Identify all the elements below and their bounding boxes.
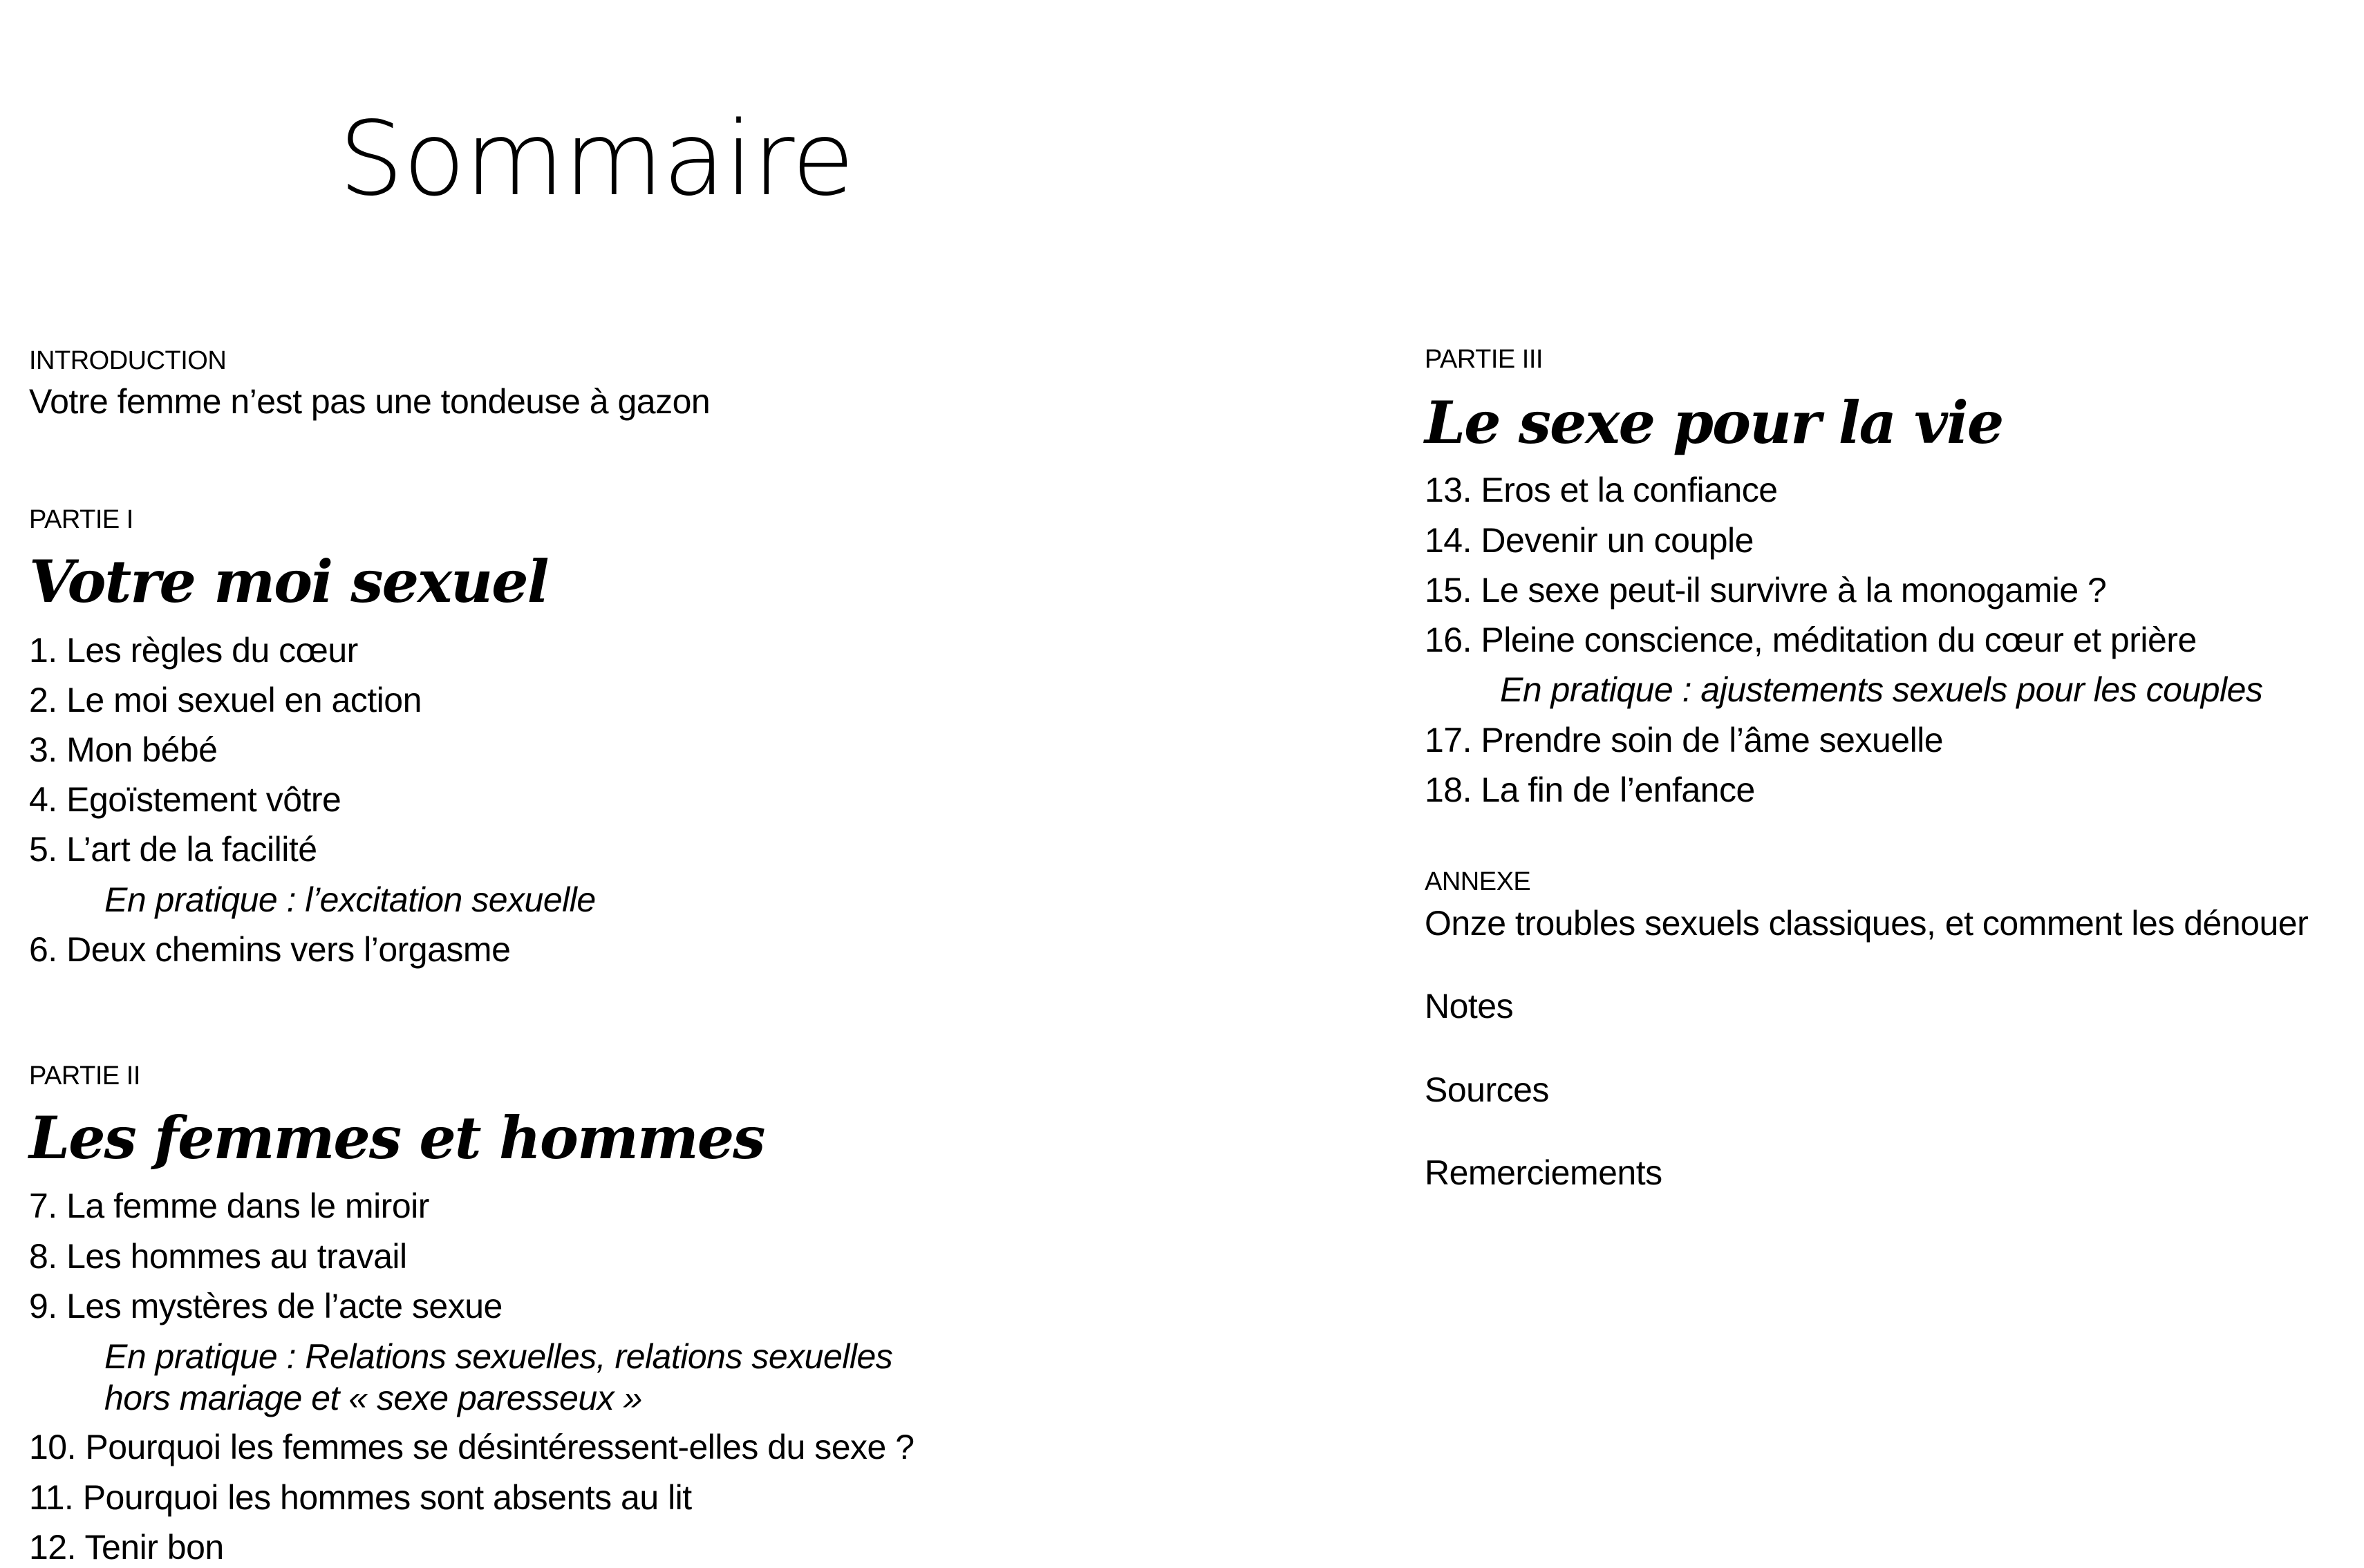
toc-entry-chapter[interactable]: 11. Pourquoi les hommes sont absents au lit: [29, 1478, 692, 1517]
toc-entry-chapter[interactable]: 14. Devenir un couple: [1425, 521, 1754, 560]
toc-entry-chapter[interactable]: 16. Pleine conscience, méditation du cœur et prière: [1425, 621, 2197, 659]
toc-entry-introduction[interactable]: Votre femme n’est pas une tondeuse à gazon: [29, 382, 711, 421]
toc-entry-chapter[interactable]: 5. L’art de la facilité: [29, 830, 317, 869]
toc-entry-chapter[interactable]: 13. Eros et la confiance: [1425, 471, 1778, 509]
toc-entry-acknowledgements[interactable]: Remerciements: [1425, 1153, 1662, 1192]
toc-entry-chapter[interactable]: 17. Prendre soin de l’âme sexuelle: [1425, 721, 1944, 759]
part-1-label: PARTIE I: [29, 505, 133, 534]
toc-entry-chapter[interactable]: 8. Les hommes au travail: [29, 1237, 407, 1276]
toc-entry-chapter[interactable]: 3. Mon bébé: [29, 730, 218, 769]
toc-entry-practice-continued[interactable]: hors mariage et « sexe paresseux »: [104, 1379, 642, 1417]
toc-entry-practice[interactable]: En pratique : l’excitation sexuelle: [104, 880, 596, 919]
toc-entry-chapter[interactable]: 6. Deux chemins vers l’orgasme: [29, 930, 511, 969]
toc-entry-chapter[interactable]: 12. Tenir bon: [29, 1528, 224, 1567]
toc-entry-chapter[interactable]: 7. La femme dans le miroir: [29, 1187, 429, 1225]
part-2-label: PARTIE II: [29, 1061, 140, 1090]
part-3-heading[interactable]: Le sexe pour la vie: [1425, 388, 2003, 457]
page-title: Sommaire: [339, 100, 854, 218]
toc-entry-chapter[interactable]: 10. Pourquoi les femmes se désintéressent-elles du sexe ?: [29, 1428, 914, 1466]
toc-entry-chapter[interactable]: 9. Les mystères de l’acte sexue: [29, 1287, 503, 1325]
toc-entry-practice[interactable]: En pratique : ajustements sexuels pour les couples: [1500, 670, 2263, 709]
part-1-heading[interactable]: Votre moi sexuel: [29, 547, 548, 616]
toc-entry-chapter[interactable]: 1. Les règles du cœur: [29, 631, 358, 670]
toc-entry-sources[interactable]: Sources: [1425, 1070, 1549, 1109]
toc-entry-chapter[interactable]: 2. Le moi sexuel en action: [29, 681, 422, 719]
toc-entry-practice[interactable]: En pratique : Relations sexuelles, relations sexuelles: [104, 1337, 893, 1376]
part-2-heading[interactable]: Les femmes et hommes: [29, 1104, 764, 1172]
annex-label: ANNEXE: [1425, 867, 1531, 896]
part-3-label: PARTIE III: [1425, 345, 1543, 374]
introduction-label: INTRODUCTION: [29, 346, 227, 375]
toc-entry-annex[interactable]: Onze troubles sexuels classiques, et comment les dénouer: [1425, 904, 2309, 943]
toc-entry-chapter[interactable]: 4. Egoïstement vôtre: [29, 780, 341, 819]
toc-entry-chapter[interactable]: 18. La fin de l’enfance: [1425, 771, 1755, 809]
toc-entry-chapter[interactable]: 15. Le sexe peut-il survivre à la monogamie ?: [1425, 571, 2107, 610]
toc-entry-notes[interactable]: Notes: [1425, 987, 1514, 1026]
